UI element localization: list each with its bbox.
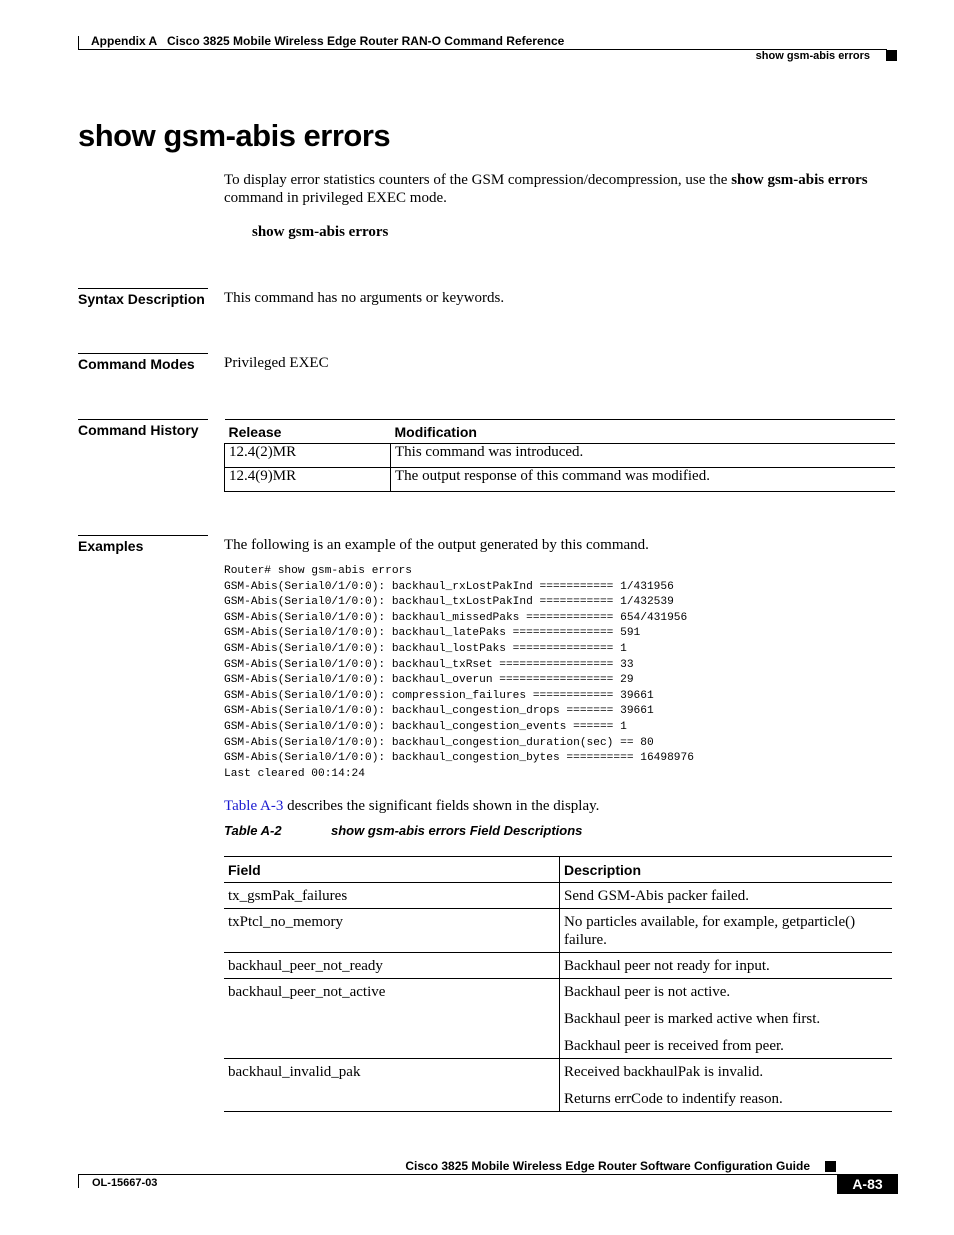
- footer-rule: [78, 1174, 838, 1175]
- intro-command: show gsm-abis errors: [731, 172, 868, 188]
- page-number: A-83: [837, 1174, 898, 1194]
- footer-guide-title: Cisco 3825 Mobile Wireless Edge Router Software Configuration Guide: [405, 1159, 810, 1173]
- table-row: [224, 883, 892, 909]
- field-descriptions-table: [224, 856, 892, 1112]
- command-modes-text: Privileged EXEC: [224, 355, 329, 371]
- field-cell: txPtcl_no_memory: [224, 909, 560, 953]
- command-modes-heading: Command Modes: [78, 353, 208, 372]
- code-line: GSM-Abis(Serial0/1/0:0): backhaul_latePaks =============== 591: [224, 627, 641, 640]
- modification-cell: This command was introduced.: [391, 444, 896, 468]
- code-line: GSM-Abis(Serial0/1/0:0): backhaul_congestion_events ====== 1: [224, 720, 627, 733]
- footer-marker: [825, 1161, 836, 1172]
- code-line: GSM-Abis(Serial0/1/0:0): backhaul_rxLostPakInd =========== 1/431956: [224, 580, 674, 593]
- code-line: GSM-Abis(Serial0/1/0:0): backhaul_congestion_drops ======= 39661: [224, 705, 654, 718]
- column-header-release: Release: [225, 420, 391, 444]
- header-rule-vertical: [78, 36, 79, 50]
- examples-heading: Examples: [78, 535, 208, 554]
- description-line: Backhaul peer is not active.: [564, 984, 731, 1000]
- code-line: GSM-Abis(Serial0/1/0:0): backhaul_lostPaks =============== 1: [224, 642, 627, 655]
- table-caption: [224, 823, 583, 838]
- page-title: show gsm-abis errors: [78, 118, 391, 153]
- description-cell: [560, 979, 893, 1059]
- field-cell: backhaul_peer_not_ready: [224, 953, 560, 979]
- description-cell: [560, 1059, 893, 1112]
- examples-text: The following is an example of the output generated by this command.: [224, 537, 649, 553]
- description-cell: [560, 883, 893, 909]
- code-line: GSM-Abis(Serial0/1/0:0): backhaul_txRset ================= 33: [224, 658, 634, 671]
- description-line: Send GSM-Abis packer failed.: [564, 888, 749, 904]
- field-cell: backhaul_peer_not_active: [224, 979, 560, 1059]
- modification-cell: The output response of this command was modified.: [391, 468, 896, 492]
- table-header-row: [224, 857, 892, 883]
- syntax-description-text: This command has no arguments or keywords.: [224, 290, 505, 306]
- field-cell: tx_gsmPak_failures: [224, 883, 560, 909]
- table-row: [224, 909, 892, 953]
- description-cell: [560, 909, 893, 953]
- description-line: Backhaul peer not ready for input.: [564, 958, 770, 974]
- field-cell: backhaul_invalid_pak: [224, 1059, 560, 1112]
- code-line: GSM-Abis(Serial0/1/0:0): backhaul_congestion_duration(sec) == 80: [224, 736, 654, 749]
- description-line: Received backhaulPak is invalid.: [564, 1064, 764, 1080]
- command-history-table: [224, 419, 895, 492]
- table-header-row: [225, 420, 896, 444]
- table-reference-text: describes the significant fields shown in the display.: [283, 798, 600, 814]
- intro-text-after: command in privileged EXEC mode.: [224, 190, 447, 206]
- column-header-description: Description: [560, 857, 893, 883]
- table-row: [224, 979, 892, 1059]
- code-line: GSM-Abis(Serial0/1/0:0): compression_failures ============ 39661: [224, 689, 654, 702]
- example-output: [224, 564, 694, 782]
- intro-text-before: To display error statistics counters of the GSM compression/decompression, use the: [224, 172, 732, 188]
- column-header-modification: Modification: [391, 420, 896, 444]
- code-line: GSM-Abis(Serial0/1/0:0): backhaul_missedPaks ============= 654/431956: [224, 611, 688, 624]
- code-line: Router# show gsm-abis errors: [224, 565, 412, 577]
- header-appendix: Appendix A: [91, 34, 158, 48]
- description-cell: [560, 953, 893, 979]
- release-cell: 12.4(2)MR: [225, 444, 391, 468]
- table-reference-paragraph: [224, 797, 599, 815]
- code-line: Last cleared 00:14:24: [224, 767, 365, 780]
- description-line: Backhaul peer is marked active when first.: [564, 1011, 821, 1027]
- code-line: GSM-Abis(Serial0/1/0:0): backhaul_txLostPakInd =========== 1/432539: [224, 596, 674, 609]
- table-row: [225, 444, 896, 468]
- column-header-field: Field: [224, 857, 560, 883]
- header-marker: [886, 50, 897, 61]
- table-row: [224, 1059, 892, 1112]
- release-cell: 12.4(9)MR: [225, 468, 391, 492]
- table-caption-title: show gsm-abis errors Field Descriptions: [331, 823, 583, 838]
- description-line: Backhaul peer is received from peer.: [564, 1038, 784, 1054]
- header-book-section: Cisco 3825 Mobile Wireless Edge Router RAN-O Command Reference: [167, 34, 565, 48]
- table-row: [225, 468, 896, 492]
- footer-rule-vertical: [78, 1174, 79, 1188]
- syntax-line: show gsm-abis errors: [252, 224, 389, 240]
- syntax-description-heading: Syntax Description: [78, 288, 208, 307]
- table-row: [224, 953, 892, 979]
- intro-paragraph: [224, 171, 888, 207]
- table-caption-label: Table A-2: [224, 823, 282, 838]
- description-line: No particles available, for example, getparticle() failure.: [564, 914, 856, 948]
- code-line: GSM-Abis(Serial0/1/0:0): backhaul_overun ================= 29: [224, 674, 634, 687]
- table-a3-link[interactable]: Table A-3: [224, 798, 284, 814]
- footer-doc-number: OL-15667-03: [92, 1177, 158, 1189]
- description-line: Returns errCode to indentify reason.: [564, 1091, 783, 1107]
- command-history-heading: Command History: [78, 419, 208, 438]
- header-running-title: show gsm-abis errors: [755, 50, 870, 62]
- code-line: GSM-Abis(Serial0/1/0:0): backhaul_congestion_bytes ========== 16498976: [224, 752, 694, 765]
